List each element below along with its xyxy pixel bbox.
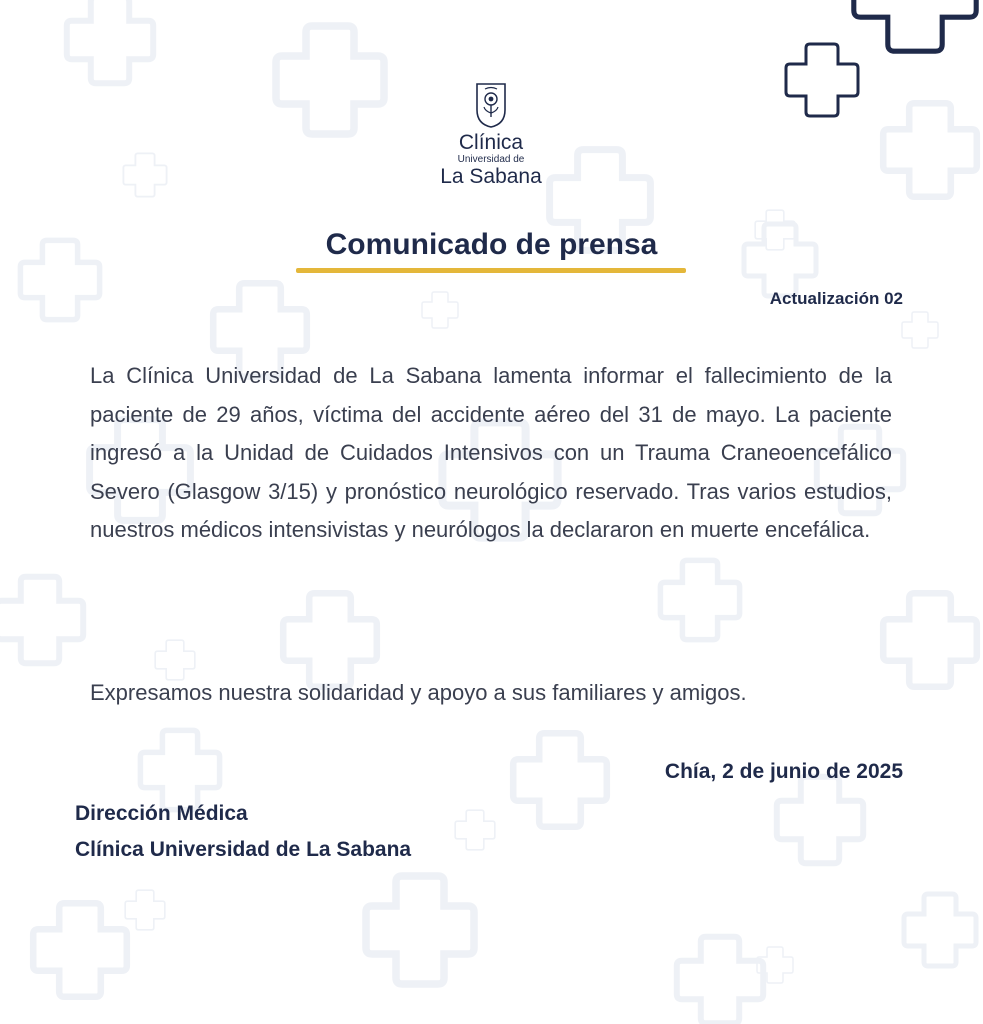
signature-institution: Clínica Universidad de La Sabana [75,838,412,861]
place-date: Chía, 2 de junio de 2025 [664,760,903,783]
logo-text-clinica: Clínica [458,131,524,154]
clinic-logo [391,80,591,189]
body-paragraph-1: La Clínica Universidad de La Sabana lamenta informar el fallecimiento de la paciente de 29 años, víctima del accidente aéreo del 31 de mayo. La paciente ingresó a la Unidad de Cuidados Intensivos con un Trauma Craneoencefálico Severo (Glasgow 3/15) y pronóstico neurológico reservado. Tras varios estudios, nuestros médicos intensivistas y neurólogos la declararon en muerte encefálica. [90,363,892,542]
signature-department: Dirección Médica [75,802,248,825]
body-paragraph-2: Expresamos nuestra solidaridad y apoyo a sus familiares y amigos. [90,680,747,705]
logo-text-universidad: Universidad de [457,154,525,165]
clinic-emblem-icon [471,80,511,130]
logo-text-la-sabana: La Sabana [440,165,542,188]
update-label: Actualización 02 [769,289,903,308]
page-title: Comunicado de prensa [325,228,658,261]
title-underline [296,268,686,273]
